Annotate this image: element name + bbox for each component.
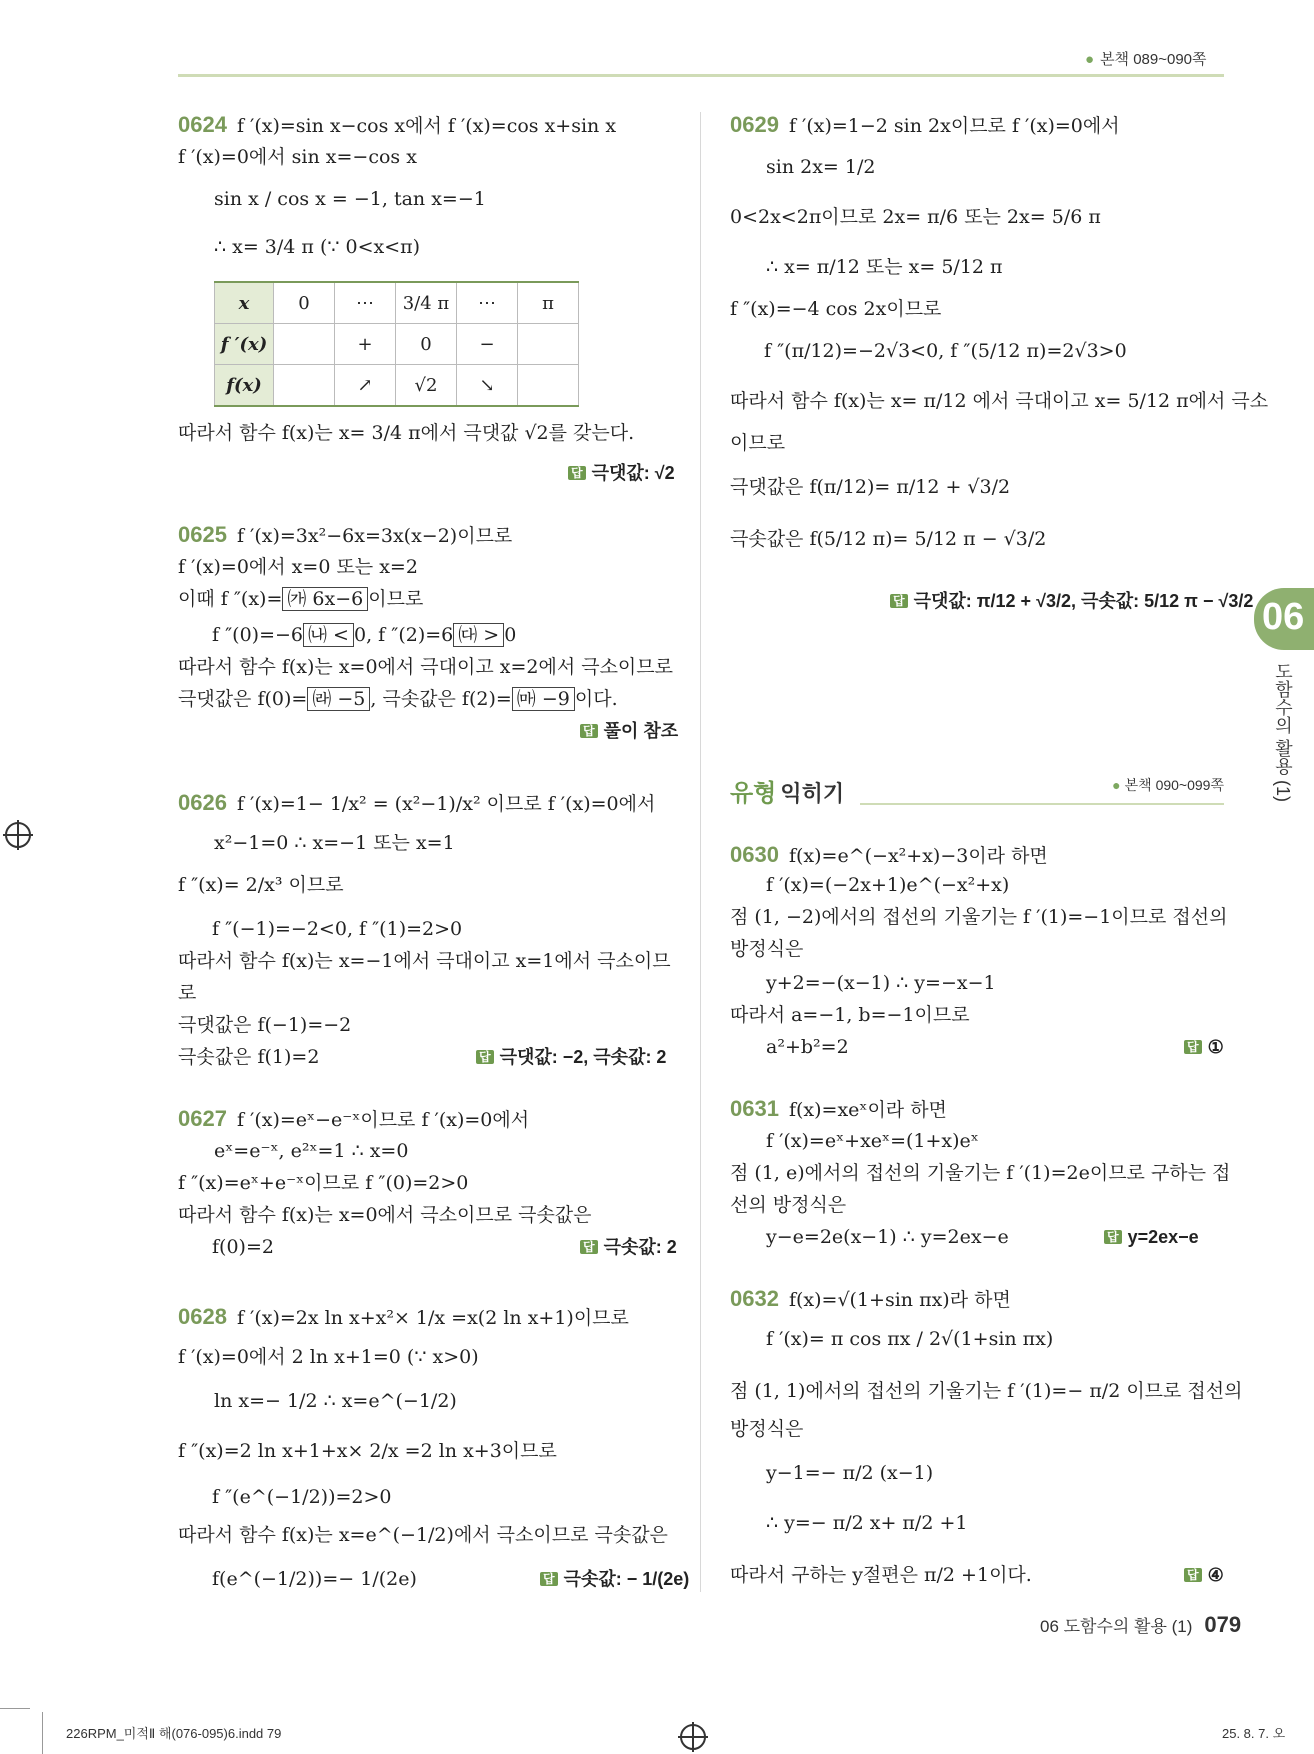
- problem-0624-line-3: sin x / cos x = −1, tan x=−1: [214, 188, 486, 210]
- problem-0632-line-3: 점 (1, 1)에서의 접선의 기울기는 f ′(1)=− π/2 이므로 접선의: [730, 1380, 1243, 1402]
- registration-mark-icon: [5, 822, 31, 848]
- problem-0630-line-1: 0630 f(x)=e^(−x²+x)−3이라 하면: [730, 842, 1048, 867]
- type-section-reference: ● 본책 090~099쪽: [1112, 777, 1224, 793]
- type-section-rule: [860, 803, 1224, 805]
- problem-0631-line-5: y−e=2e(x−1) ∴ y=2ex−e: [766, 1226, 1009, 1248]
- problem-0628-line-3: ln x=− 1/2 ∴ x=e^(−1/2): [214, 1390, 457, 1412]
- problem-0626-answer: 답 극댓값: −2, 극솟값: 2: [476, 1048, 666, 1066]
- chapter-side-number: 06: [1262, 596, 1305, 638]
- problem-0625-line-3: 이때 f ″(x)= ㈎ 6x−6 이므로: [178, 588, 424, 610]
- problem-0629-line-10: 극솟값은 f(5/12 π)= 5/12 π − √3/2: [730, 528, 1047, 550]
- problem-0626-line-3: f ″(x)= 2/x³ 이므로: [178, 874, 344, 896]
- problem-0625-line-1: 0625 f ′(x)=3x²−6x=3x(x−2)이므로: [178, 522, 513, 547]
- problem-0630-line-4: 방정식은: [730, 938, 804, 960]
- problem-0625-line-2: f ′(x)=0에서 x=0 또는 x=2: [178, 556, 418, 578]
- problem-0626-line-6: 로: [178, 982, 197, 1004]
- header-rule: [178, 74, 1224, 77]
- problem-0630-line-7: a²+b²=2: [766, 1036, 849, 1058]
- problem-0629-line-7: 따라서 함수 f(x)는 x= π/12 에서 극대이고 x= 5/12 π에서 극소: [730, 390, 1269, 412]
- problem-0628-line-7: f(e^(−1/2))=− 1/(2e): [212, 1568, 417, 1590]
- problem-0628-answer: 답 극솟값: − 1/(2e): [540, 1570, 689, 1588]
- problem-0627-line-4: 따라서 함수 f(x)는 x=0에서 극소이므로 극솟값은: [178, 1204, 592, 1226]
- problem-0627-line-2: eˣ=e⁻ˣ, e²ˣ=1 ∴ x=0: [214, 1140, 409, 1162]
- problem-0628-line-2: f ′(x)=0에서 2 ln x+1=0 (∵ x>0): [178, 1346, 479, 1368]
- problem-0626-line-1: 0626 f ′(x)=1− 1/x² = (x²−1)/x² 이므로 f ′(x)=0에서: [178, 790, 656, 815]
- column-divider: [700, 112, 701, 1592]
- problem-0627-line-5: f(0)=2: [212, 1236, 274, 1258]
- problem-0629-answer: 답 극댓값: π/12 + √3/2, 극솟값: 5/12 π − √3/2: [890, 592, 1253, 610]
- chapter-side-title: 도함수의 활용 (1): [1273, 662, 1293, 803]
- problem-0626-line-8: 극솟값은 f(1)=2: [178, 1046, 320, 1068]
- problem-0631-answer: 답 y=2ex−e: [1104, 1228, 1199, 1246]
- type-section-label: 유형 익히기: [730, 780, 845, 807]
- problem-0632-line-4: 방정식은: [730, 1418, 804, 1440]
- problem-number: 0624: [178, 112, 227, 137]
- problem-0627-line-1: 0627 f ′(x)=eˣ−e⁻ˣ이므로 f ′(x)=0에서: [178, 1106, 530, 1131]
- problem-0629-line-3: 0<2x<2π이므로 2x= π/6 또는 2x= 5/6 π: [730, 206, 1101, 228]
- problem-0624-answer: 답 극댓값: √2: [568, 464, 675, 482]
- problem-0629-line-5: f ″(x)=−4 cos 2x이므로: [730, 298, 942, 320]
- problem-0631-line-1: 0631 f(x)=xeˣ이라 하면: [730, 1096, 947, 1121]
- problem-0632-line-5: y−1=− π/2 (x−1): [766, 1462, 934, 1484]
- problem-0624-line-1: 0624 f ′(x)=sin x−cos x에서 f ′(x)=cos x+sin x: [178, 112, 617, 137]
- header-reference: ● 본책 089~090쪽: [1085, 51, 1207, 68]
- problem-0626-line-5: 따라서 함수 f(x)는 x=−1에서 극대이고 x=1에서 극소이므: [178, 950, 671, 972]
- problem-0625-line-6: 극댓값은 f(0)= ㈑ −5 , 극솟값은 f(2)= ㈒ −9 이다.: [178, 688, 618, 710]
- problem-0632-line-2: f ′(x)= π cos πx / 2√(1+sin πx): [766, 1328, 1054, 1350]
- problem-0629-line-9: 극댓값은 f(π/12)= π/12 + √3/2: [730, 476, 1011, 498]
- problem-0625-answer: 답 풀이 참조: [580, 722, 678, 740]
- problem-0630-answer: 답 ①: [1184, 1038, 1224, 1056]
- type-section-banner: [730, 773, 1224, 809]
- problem-0631-line-2: f ′(x)=eˣ+xeˣ=(1+x)eˣ: [766, 1130, 979, 1152]
- problem-0632-line-7: 따라서 구하는 y절편은 π/2 +1이다.: [730, 1564, 1032, 1586]
- problem-0628-line-6: 따라서 함수 f(x)는 x=e^(−1/2)에서 극소이므로 극솟값은: [178, 1524, 668, 1546]
- footer-chapter-page: 06 도함수의 활용 (1) 079: [1040, 1612, 1242, 1637]
- problem-0626-line-2: x²−1=0 ∴ x=−1 또는 x=1: [214, 832, 455, 854]
- problem-0629-line-1: 0629 f ′(x)=1−2 sin 2x이므로 f ′(x)=0에서: [730, 112, 1120, 137]
- crop-mark-vertical: [42, 1712, 43, 1754]
- problem-0624-line-2: f ′(x)=0에서 sin x=−cos x: [178, 146, 417, 168]
- crop-mark-horizontal: [0, 1708, 30, 1709]
- problem-0624-line-4: ∴ x= 3/4 π (∵ 0<x<π): [214, 236, 421, 258]
- problem-0627-line-3: f ″(x)=eˣ+e⁻ˣ이므로 f ″(0)=2>0: [178, 1172, 469, 1194]
- problem-0629-line-6: f ″(π/12)=−2√3<0, f ″(5/12 π)=2√3>0: [764, 340, 1127, 362]
- problem-0632-line-1: 0632 f(x)=√(1+sin πx)라 하면: [730, 1286, 1011, 1311]
- problem-0630-line-3: 점 (1, −2)에서의 접선의 기울기는 f ′(1)=−1이므로 접선의: [730, 906, 1228, 928]
- problem-0628-line-5: f ″(e^(−1/2))=2>0: [212, 1486, 392, 1508]
- sign-table: x 0 ⋯ 3/4 π ⋯ π f ′(x) + 0 − f(x) ↗ √2 ↘: [214, 281, 579, 407]
- problem-0628-line-4: f ″(x)=2 ln x+1+x× 2/x =2 ln x+3이므로: [178, 1440, 557, 1462]
- problem-0629-line-8: 이므로: [730, 432, 786, 454]
- problem-0625-line-5: 따라서 함수 f(x)는 x=0에서 극대이고 x=2에서 극소이므로: [178, 656, 673, 678]
- footer-file-name: 226RPM_미적Ⅱ 해(076-095)6.indd 79: [66, 1726, 282, 1741]
- problem-0630-line-5: y+2=−(x−1) ∴ y=−x−1: [766, 972, 996, 994]
- problem-0629-line-4: ∴ x= π/12 또는 x= 5/12 π: [766, 256, 1003, 278]
- problem-0630-line-6: 따라서 a=−1, b=−1이므로: [730, 1004, 970, 1026]
- problem-0629-line-2: sin 2x= 1/2: [766, 156, 876, 178]
- problem-0632-answer: 답 ④: [1184, 1566, 1224, 1584]
- footer-date: 25. 8. 7. 오: [1222, 1726, 1286, 1741]
- problem-0630-line-2: f ′(x)=(−2x+1)e^(−x²+x): [766, 874, 1010, 896]
- problem-0625-line-4: f ″(0)=−6 ㈏ < 0, f ″(2)=6 ㈐ > 0: [212, 624, 517, 646]
- problem-0627-answer: 답 극솟값: 2: [580, 1238, 677, 1256]
- problem-0631-line-3: 점 (1, e)에서의 접선의 기울기는 f ′(1)=2e이므로 구하는 접: [730, 1162, 1231, 1184]
- problem-0631-line-4: 선의 방정식은: [730, 1194, 847, 1216]
- problem-0628-line-1: 0628 f ′(x)=2x ln x+x²× 1/x =x(2 ln x+1)이므로: [178, 1304, 629, 1329]
- registration-mark-icon: [680, 1724, 706, 1750]
- problem-0626-line-4: f ″(−1)=−2<0, f ″(1)=2>0: [212, 918, 463, 940]
- problem-0626-line-7: 극댓값은 f(−1)=−2: [178, 1014, 352, 1036]
- problem-0632-line-6: ∴ y=− π/2 x+ π/2 +1: [766, 1512, 968, 1534]
- problem-0624-conclusion: 따라서 함수 f(x)는 x= 3/4 π에서 극댓값 √2를 갖는다.: [178, 422, 635, 444]
